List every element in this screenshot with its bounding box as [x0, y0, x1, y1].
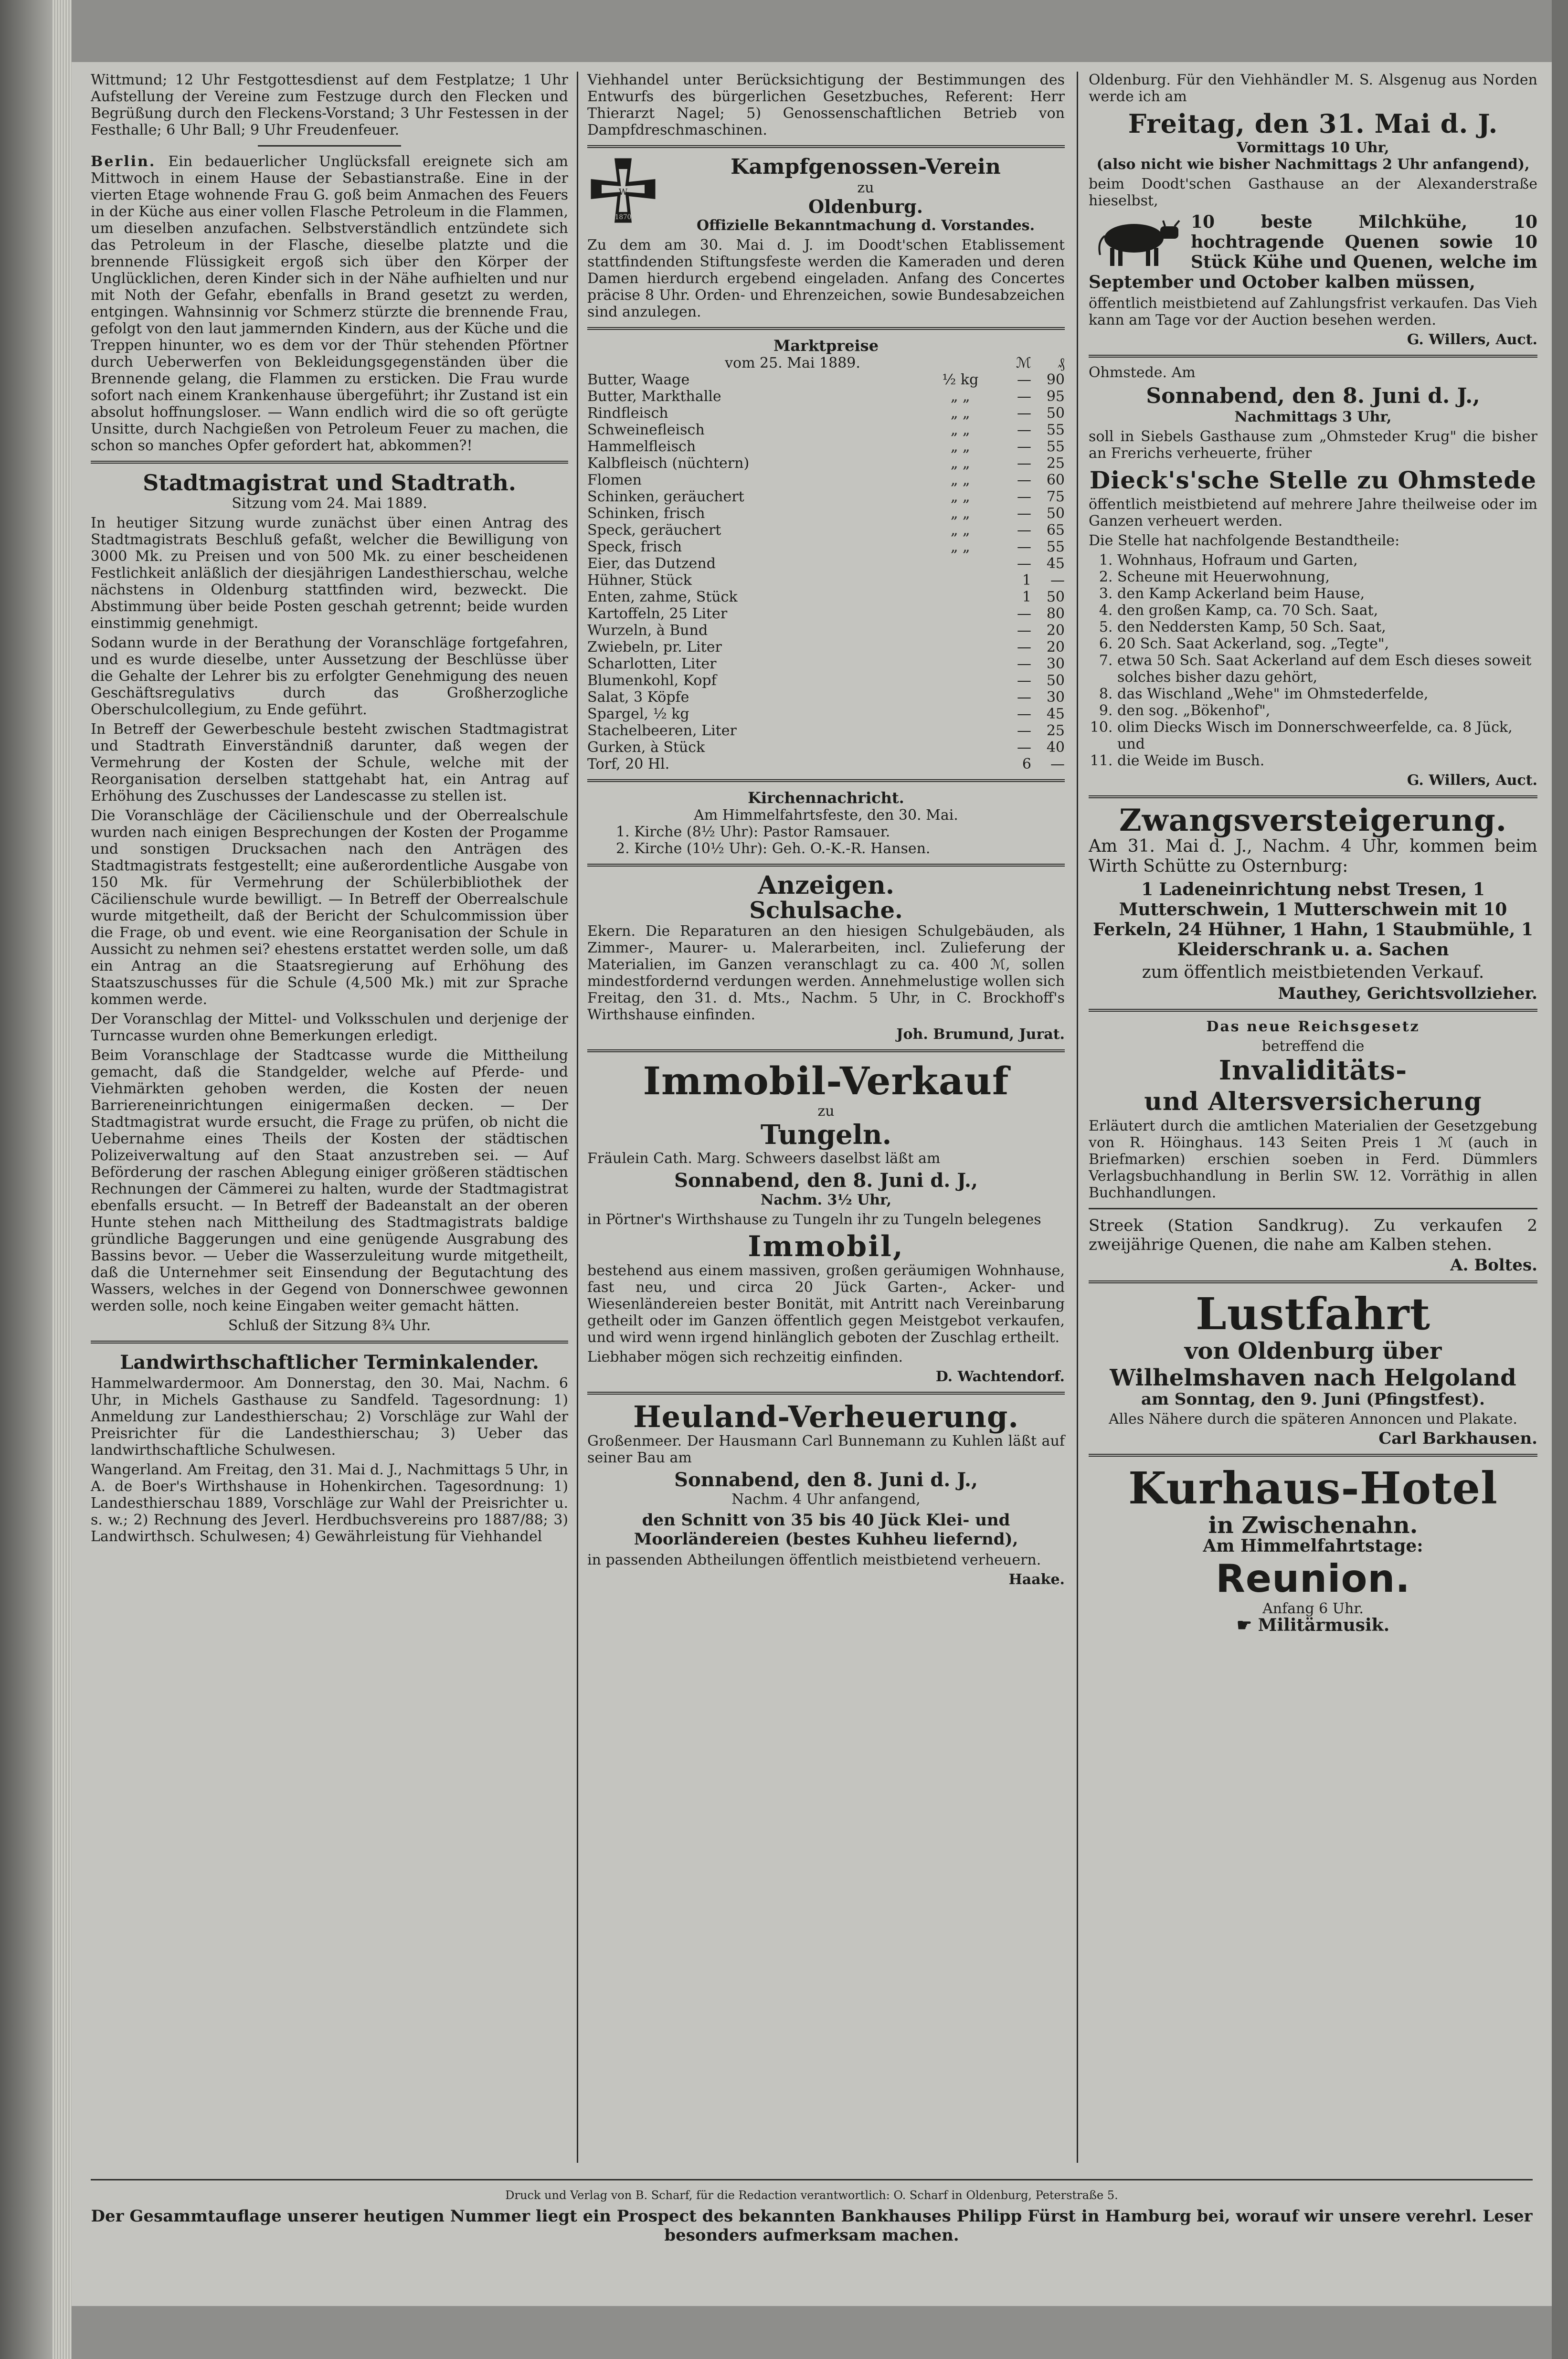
- schulsache-text: Ekern. Die Reparaturen an den hiesigen Schulgebäuden, als Zimmer-, Maurer- u. Malerarbeiten, incl. Zulieferung der Materialien, im Ganzen veranschlagt zu ca. 400 ℳ, sollen mindestfordernd verdungen werden. Annehmelustige wollen sich Freitag, den 31. d. Mts., Nachm. 5 Uhr, in C. Brockhoff's Wirthshause einfinden.: [587, 923, 1065, 1023]
- list-item: 11. die Weide im Busch.: [1117, 752, 1537, 769]
- table-row: [587, 522, 1065, 539]
- table-cell: „ „: [950, 488, 970, 505]
- stadt-paragraph: Die Voranschläge der Cäcilienschule und der Oberrealschule wurden nach einigen Besprechungen der Kosten der Progamme und sonstigen Drucksachen nach den Anträgen des Stadtmagistrats festgestellt; eine außerordentliche Ausgabe von 150 Mk. für Vermehrung der Schülerbibliothek der Cäcilienschule wurde bewilligt. — In Betreff der Oberrealschule wurde mitgetheilt, daß der Bericht der Schulcommission über die Frage, ob und event. wie eine Reorganisation der Schule in Aussicht zu nehmen sei? ehestens erstattet werden solle, um daß ein Antrag an die Staatsregierung auf Erhöhung des Staatszuschusses für die Schule (4,500 Mk.) mit zur Sprache kommen werde.: [91, 807, 568, 1008]
- kurhaus-reunion: Reunion.: [1216, 1556, 1410, 1601]
- list-item: 3. den Kamp Ackerland beim Hause,: [1117, 585, 1537, 602]
- table-cell: [923, 589, 998, 605]
- table-row: [587, 438, 1065, 455]
- table-cell: „ „: [950, 422, 970, 438]
- table-cell: 50: [1046, 405, 1065, 422]
- divider: [91, 1341, 568, 1343]
- list-item: 6. 20 Sch. Saat Ackerland, sog. „Tegte",: [1117, 635, 1537, 652]
- divider: [587, 145, 1065, 148]
- table-cell: [923, 555, 998, 572]
- table-cell: —: [1017, 455, 1031, 472]
- kurhaus-music: ☛ Militärmusik.: [1236, 1615, 1390, 1635]
- table-cell: Zwiebeln, pr. Liter: [587, 639, 722, 656]
- table-cell: 45: [1046, 555, 1065, 572]
- divider: [1089, 1208, 1537, 1209]
- table-cell: —: [1017, 505, 1031, 522]
- immobil-text: Fräulein Cath. Marg. Schweers daselbst läßt am: [587, 1150, 941, 1167]
- cow-icon: [1089, 212, 1184, 269]
- table-cell: —: [1050, 572, 1065, 589]
- table-cell: 30: [1046, 656, 1065, 672]
- table-cell: —: [1017, 689, 1031, 706]
- heuland-text: in passenden Abtheilungen öffentlich meistbietend verheuern.: [587, 1552, 1041, 1568]
- table-cell: 65: [1046, 522, 1065, 539]
- table-cell: Scharlotten, Liter: [587, 656, 717, 672]
- table-cell: [923, 622, 998, 639]
- iron-cross-icon: [587, 155, 659, 226]
- table-row: [587, 555, 1065, 572]
- table-cell: [923, 739, 998, 756]
- auction-text: beim Doodt'schen Gasthause an der Alexanderstraße hieselbst,: [1089, 176, 1537, 209]
- reichsgesetz-label: Das neue Reichsgesetz: [1206, 1018, 1420, 1035]
- table-cell: „ „: [950, 505, 970, 522]
- table-cell: [923, 572, 998, 589]
- table-cell: 55: [1046, 438, 1065, 455]
- table-cell: Kalbfleisch (nüchtern): [587, 455, 750, 472]
- table-cell: —: [1017, 488, 1031, 505]
- table-cell: 1: [1022, 572, 1031, 589]
- table-cell: 45: [1046, 706, 1065, 722]
- schulsache-signature: Joh. Brumund, Jurat.: [896, 1026, 1065, 1043]
- list-item: 8. das Wischland „Wehe" im Ohmstederfelde,: [1117, 686, 1537, 702]
- auction-text: Oldenburg. Für den Viehhändler M. S. Alsgenug aus Norden werde ich am: [1089, 72, 1537, 105]
- table-cell: Salat, 3 Köpfe: [587, 689, 689, 706]
- table-cell: [923, 756, 998, 772]
- table-cell: Spargel, ½ kg: [587, 706, 689, 722]
- divider: [587, 864, 1065, 867]
- table-cell: [923, 656, 998, 672]
- divider: [1089, 355, 1537, 358]
- column-rule: [577, 72, 578, 2163]
- table-row: [587, 505, 1065, 522]
- festival-program-text: Wittmund; 12 Uhr Festgottesdienst auf dem Festplatze; 1 Uhr Aufstellung der Vereine zum Festzuge durch den Flecken und Begrüßung durch den Fleckens-Vorstand; 3 Uhr Festessen in der Festhalle; 6 Uhr Ball; 9 Uhr Freudenfeuer.: [91, 72, 568, 138]
- table-cell: 80: [1046, 605, 1065, 622]
- divider: [258, 145, 401, 147]
- ohmstede-text: soll in Siebels Gasthause zum „Ohmsteder Krug" die bisher an Frerichs verheuerte, früher: [1089, 428, 1537, 462]
- table-cell: —: [1017, 656, 1031, 672]
- schulsache-heading: Schulsache.: [749, 897, 903, 924]
- table-cell: 1: [1022, 589, 1031, 605]
- column-rule: [1077, 72, 1078, 2163]
- table-cell: 20: [1046, 622, 1065, 639]
- table-cell: „ „: [950, 388, 970, 405]
- table-cell: 30: [1046, 689, 1065, 706]
- table-cell: „ „: [950, 438, 970, 455]
- heuland-signature: Haake.: [1008, 1571, 1065, 1588]
- pfennig-header: ₰: [1058, 355, 1065, 371]
- table-cell: Torf, 20 Hl.: [587, 756, 670, 772]
- immobil-big-word: Immobil,: [748, 1230, 904, 1263]
- stadt-paragraph: In Betreff der Gewerbeschule besteht zwischen Stadtmagistrat und Stadtrath Einverständniß darunter, daß wegen der Vermehrung der Kosten der Schule, welche mit der Reorganisation derselben stattgehabt hat, ein Antrag auf Erhöhung des Zuschusses der Landescasse zu stellen ist.: [91, 721, 568, 804]
- berlin-article: [91, 153, 568, 454]
- table-row: [587, 756, 1065, 772]
- divider: [587, 779, 1065, 782]
- table-row: [587, 371, 1065, 388]
- table-cell: „ „: [950, 455, 970, 472]
- newspaper-page: [72, 62, 1552, 2306]
- list-item: 2. Scheune mit Heuerwohnung,: [1117, 569, 1537, 585]
- kirchennachricht-heading: Kirchennachricht.: [748, 789, 904, 807]
- stadt-paragraph: Sodann wurde in der Berathung der Voranschläge fortgefahren, und es wurde dieselbe, unter Aussetzung der Beschlüsse über die Gehalte der Lehrer bis zu erfolgter Genehmigung des neuen Geschäftsregulativs durch das Großherzogliche Oberschulcollegium, zu Ende geführt.: [91, 635, 568, 718]
- stadt-heading: Stadtmagistrat und Stadtrath.: [143, 470, 516, 496]
- scan-border: [1552, 0, 1568, 2359]
- table-cell: —: [1017, 555, 1031, 572]
- zwangsversteigerung-heading: Zwangsversteigerung.: [1119, 803, 1507, 838]
- table-cell: 95: [1046, 388, 1065, 405]
- table-row: [587, 572, 1065, 589]
- table-cell: 25: [1046, 455, 1065, 472]
- streek-signature: A. Boltes.: [1450, 1256, 1537, 1275]
- stadt-closing: Schluß der Sitzung 8¾ Uhr.: [228, 1317, 431, 1334]
- table-row: [587, 739, 1065, 756]
- table-cell: —: [1017, 472, 1031, 488]
- table-cell: 20: [1046, 639, 1065, 656]
- table-cell: Schinken, geräuchert: [587, 488, 744, 505]
- table-cell: Rindfleisch: [587, 405, 668, 422]
- table-cell: Butter, Markthalle: [587, 388, 721, 405]
- kampf-zu: zu: [857, 180, 874, 196]
- heuland-text: Großenmeer. Der Hausmann Carl Bunnemann zu Kuhlen läßt auf seiner Bau am: [587, 1433, 1065, 1466]
- table-cell: Wurzeln, à Bund: [587, 622, 708, 639]
- kurhaus-time: Anfang 6 Uhr.: [1262, 1600, 1364, 1617]
- lustfahrt-route: von Oldenburg über Wilhelmshaven nach Helgoland: [1110, 1338, 1516, 1391]
- kirchennachricht-line: 1. Kirche (8½ Uhr): Pastor Ramsauer.: [616, 824, 890, 840]
- immobil-text: bestehend aus einem massiven, großen geräumigen Wohnhause, fast neu, und circa 20 Jück Garten-, Acker- und Wiesenländereien bester Bonität, mit Antritt nach Vereinbarung getheilt oder im Ganzen öffentlich gegen Meistgebot verkaufen, und wird wenn irgend hinlänglich geboten der Zuschlag ertheilt.: [587, 1262, 1065, 1346]
- table-cell: 40: [1046, 739, 1065, 756]
- immobil-text: in Pörtner's Wirthshause zu Tungeln ihr zu Tungeln belegenes: [587, 1211, 1041, 1228]
- reichsgesetz-sub: betreffend die: [1261, 1038, 1365, 1055]
- table-cell: „ „: [950, 539, 970, 555]
- table-cell: Gurken, à Stück: [587, 739, 705, 756]
- table-cell: [923, 722, 998, 739]
- divider: [587, 327, 1065, 330]
- table-cell: ½ kg: [942, 371, 979, 388]
- column-2: [587, 72, 1065, 1591]
- kirchennachricht-line: 2. Kirche (10½ Uhr): Geh. O.-K.-R. Hansen.: [616, 840, 931, 857]
- table-row: [587, 689, 1065, 706]
- heuland-heading: Heuland-Verheuerung.: [633, 1399, 1019, 1434]
- table-cell: Enten, zahme, Stück: [587, 589, 738, 605]
- table-cell: 25: [1046, 722, 1065, 739]
- kampf-city: Oldenburg.: [808, 196, 923, 217]
- pointing-hand-icon: ☛: [1236, 1615, 1258, 1635]
- table-cell: 75: [1046, 488, 1065, 505]
- table-cell: [923, 706, 998, 722]
- kampf-heading: Kampfgenossen-Verein: [731, 155, 1001, 179]
- immobil-signature: D. Wachtendorf.: [935, 1368, 1065, 1385]
- marktpreise-heading: Marktpreise: [773, 337, 879, 355]
- kampf-subheading: Offizielle Bekanntmachung d. Vorstandes.: [696, 217, 1035, 234]
- immobil-city: Tungeln.: [760, 1119, 892, 1151]
- table-cell: 50: [1046, 672, 1065, 689]
- invaliditaets-heading: Invaliditäts-: [1218, 1055, 1408, 1086]
- ohmstede-text: Die Stelle hat nachfolgende Bestandtheile:: [1089, 532, 1400, 549]
- terminkalender-continuation: Viehhandel unter Berücksichtigung der Bestimmungen des Entwurfs des bürgerlichen Gesetzbuches, Referent: Herr Thierarzt Nagel; 5) Genossenschaftlichen Betrieb von Dampfdreschmaschinen.: [587, 72, 1065, 138]
- table-cell: Speck, geräuchert: [587, 522, 721, 539]
- printer-line: Druck und Verlag von B. Scharf, für die Redaction verantwortlich: O. Scharf in Oldenburg, Peterstraße 5.: [505, 2189, 1118, 2202]
- table-cell: [923, 689, 998, 706]
- table-header-row: [587, 355, 1065, 371]
- table-cell: —: [1050, 756, 1065, 772]
- zwangsversteigerung-items: 1 Ladeneinrichtung nebst Tresen, 1 Mutterschwein, 1 Mutterschwein mit 10 Ferkeln, 24 Hühner, 1 Hahn, 1 Staubmühle, 1 Kleiderschrank u. a. Sachen: [1092, 879, 1534, 960]
- divider: [1089, 1009, 1537, 1012]
- marktpreise-table: [587, 355, 1065, 772]
- immobil-time: Nachm. 3½ Uhr,: [760, 1192, 892, 1208]
- ohmstede-date: Sonnabend, den 8. Juni d. J.,: [1146, 384, 1480, 408]
- lustfahrt-signature: Carl Barkhausen.: [1378, 1429, 1537, 1448]
- divider: [1089, 795, 1537, 798]
- immobil-date: Sonnabend, den 8. Juni d. J.,: [674, 1169, 978, 1192]
- zwangsversteigerung-text: Am 31. Mai d. J., Nachm. 4 Uhr, kommen beim Wirth Schütte zu Osternburg:: [1089, 836, 1537, 876]
- mark-header: ℳ: [1016, 355, 1031, 371]
- table-cell: 60: [1046, 472, 1065, 488]
- kampfgenossen-ad: [587, 155, 1065, 320]
- stadt-paragraph: In heutiger Sitzung wurde zunächst über einen Antrag des Stadtmagistrats Beschluß gefaßt, welcher die Bewilligung von 3000 Mk. zu Preisen und von 500 Mk. zu einer bescheidenen Festlichkeit anläßlich der diesjährigen Landesthierschau, welche nächstens in Oldenburg stattfinden wird, bezweckt. Die Abstimmung über beide Posten geschah getrennt; beide wurden einstimmig genehmigt.: [91, 515, 568, 632]
- table-cell: Speck, frisch: [587, 539, 682, 555]
- terminkalender-entry: Wangerland. Am Freitag, den 31. Mai d. J., Nachmittags 5 Uhr, in A. de Boer's Wirthshause in Hohenkirchen. Tagesordnung: 1) Landesthierschau 1889, Vorschläge zur Wahl der Preisrichter u. s. w.; 2) Rechnung des Jeverl. Herdbuchsvereins pro 1887/88; 3) Landwirthsch. Schulwesen; 4) Gewährleistung für Viehhandel: [91, 1461, 568, 1545]
- table-cell: Blumenkohl, Kopf: [587, 672, 717, 689]
- table-row: [587, 639, 1065, 656]
- table-cell: „ „: [950, 522, 970, 539]
- table-row: [587, 488, 1065, 505]
- terminkalender-heading: Landwirthschaftlicher Terminkalender.: [120, 1351, 539, 1374]
- table-cell: Schweinefleisch: [587, 422, 705, 438]
- table-row: [587, 622, 1065, 639]
- immobil-text: Liebhaber mögen sich rechzeitig einfinden.: [587, 1349, 903, 1365]
- divider: [1089, 1454, 1537, 1457]
- table-cell: —: [1017, 539, 1031, 555]
- auction-text: öffentlich meistbietend auf Zahlungsfrist verkaufen. Das Vieh kann am Tage vor der Auction besehen werden.: [1089, 295, 1537, 328]
- auction-signature: G. Willers, Auct.: [1407, 331, 1537, 348]
- table-cell: —: [1017, 405, 1031, 422]
- table-cell: Hühner, Stück: [587, 572, 692, 589]
- ohmstede-text: öffentlich meistbietend auf mehrere Jahre theilweise oder im Ganzen verheuert werden.: [1089, 496, 1537, 529]
- table-cell: —: [1017, 371, 1031, 388]
- table-row: [587, 472, 1065, 488]
- table-cell: 50: [1046, 589, 1065, 605]
- divider: [587, 1392, 1065, 1395]
- kirchennachricht-date: Am Himmelfahrtsfeste, den 30. Mai.: [694, 807, 958, 824]
- table-cell: Butter, Waage: [587, 371, 690, 388]
- table-cell: —: [1017, 438, 1031, 455]
- table-cell: „ „: [950, 405, 970, 422]
- auction-note: (also nicht wie bisher Nachmittags 2 Uhr anfangend),: [1096, 156, 1530, 173]
- list-item: 9. den sog. „Bökenhof",: [1117, 702, 1537, 719]
- table-row: [587, 589, 1065, 605]
- column-1: [91, 72, 568, 1548]
- divider: [91, 461, 568, 464]
- table-row: [587, 455, 1065, 472]
- anzeigen-heading: Anzeigen.: [758, 871, 894, 900]
- svg-text:W: W: [618, 187, 628, 197]
- table-row: [587, 706, 1065, 722]
- table-cell: [923, 605, 998, 622]
- table-row: [587, 405, 1065, 422]
- table-cell: —: [1017, 722, 1031, 739]
- ohmstede-text: Ohmstede. Am: [1089, 364, 1196, 381]
- list-item: 10. olim Diecks Wisch im Donnerschweerfelde, ca. 8 Jück, und: [1117, 719, 1537, 752]
- divider: [587, 1049, 1065, 1052]
- table-cell: —: [1017, 672, 1031, 689]
- table-cell: „ „: [950, 472, 970, 488]
- ohmstede-time: Nachmittags 3 Uhr,: [1234, 409, 1392, 425]
- table-cell: Hammelfleisch: [587, 438, 696, 455]
- kurhaus-location: in Zwischenahn.: [1208, 1512, 1418, 1539]
- ohmstede-list: [1089, 552, 1537, 769]
- lustfahrt-text: Alles Nähere durch die späteren Annoncen und Plakate.: [1109, 1411, 1517, 1428]
- table-cell: 90: [1046, 371, 1065, 388]
- terminkalender-entry: Hammelwardermoor. Am Donnerstag, den 30. Mai, Nachm. 6 Uhr, in Michels Gasthause zu Sandfeld. Tagesordnung: 1) Anmeldung zur Landesthierschau; 2) Vorschläge zur Wahl der Preisrichter für die Landesthierschau; 3) Ueber das landwirthschaftliche Schulwesen.: [91, 1375, 568, 1459]
- list-item: 1. Wohnhaus, Hofraum und Garten,: [1117, 552, 1537, 569]
- page-edges: [53, 0, 72, 2359]
- svg-text:1870: 1870: [614, 213, 632, 221]
- list-item: 5. den Neddersten Kamp, 50 Sch. Saat,: [1117, 619, 1537, 635]
- lustfahrt-heading: Lustfahrt: [1196, 1288, 1430, 1340]
- table-cell: —: [1017, 622, 1031, 639]
- table-cell: Stachelbeeren, Liter: [587, 722, 737, 739]
- divider: [1089, 1280, 1537, 1283]
- table-cell: Kartoffeln, 25 Liter: [587, 605, 728, 622]
- table-cell: [923, 639, 998, 656]
- table-cell: [923, 672, 998, 689]
- column-3: [1089, 72, 1537, 1637]
- lustfahrt-date: am Sonntag, den 9. Juni (Pfingstfest).: [1141, 1390, 1485, 1409]
- streek-ad: Streek (Station Sandkrug). Zu verkaufen 2 zweijährige Quenen, die nahe am Kalben stehen.: [1089, 1216, 1537, 1254]
- table-cell: 55: [1046, 539, 1065, 555]
- supplement-notice: Der Gesammtauflage unserer heutigen Nummer liegt ein Prospect des bekannten Bankhauses Philipp Fürst in Hamburg bei, worauf wir unsere verehrl. Leser besonders aufmerksam machen.: [91, 2207, 1533, 2245]
- heuland-time: Nachm. 4 Uhr anfangend,: [731, 1491, 921, 1508]
- kampf-text: Zu dem am 30. Mai d. J. im Doodt'schen Etablissement stattfindenden Stiftungsfeste werden die Kameraden und deren Damen hierdurch ergebend eingeladen. Anfang des Concertes präcise 8 Uhr. Orden- und Ehrenzeichen, sowie Bundesabzeichen sind anzulegen.: [587, 237, 1065, 320]
- stadt-date: Sitzung vom 24. Mai 1889.: [232, 495, 427, 512]
- table-cell: —: [1017, 706, 1031, 722]
- stadt-paragraph: Der Voranschlag der Mittel- und Volksschulen und derjenige der Turncasse wurden ohne Bemerkungen erledigt.: [91, 1011, 568, 1044]
- immobil-zu: zu: [817, 1103, 835, 1120]
- table-cell: Flomen: [587, 472, 642, 488]
- list-item: 4. den großen Kamp, ca. 70 Sch. Saat,: [1117, 602, 1537, 619]
- table-cell: 6: [1022, 756, 1031, 772]
- book-spine: [0, 0, 53, 2359]
- kurhaus-day: Am Himmelfahrtstage:: [1203, 1536, 1423, 1556]
- auction-date: Freitag, den 31. Mai d. J.: [1128, 108, 1498, 139]
- heuland-date: Sonnabend, den 8. Juni d. J.,: [674, 1469, 978, 1491]
- divider: [91, 2179, 1533, 2180]
- auction-time: Vormittags 10 Uhr,: [1237, 139, 1389, 156]
- berlin-text: Ein bedauerlicher Unglücksfall ereignete sich am Mittwoch in einem Hause der Sebastianstraße. Eine in der vierten Etage wohnende Frau G. goß beim Anmachen des Feuers in der Küche aus einer vollen Flasche Petroleum in die Flammen, um dieselben anzufachen. Selbstverständlich entzündete sich das Petroleum in der Flasche, dieselbe platzte und die brennende Flüssigkeit ergoß sich über den Körper der Unglücklichen, deren Kinder sich in der Nähe aufhielten und nur mit Noth der Gefahr, ebenfalls in Brand gesetzt zu werden, entgingen. Wahnsinnig vor Schmerz stürzte die brennende Frau, gefolgt von den laut jammernden Kindern, aus der Küche und die Treppen hinunter, wo es dem vor der Thür stehenden Pförtner durch Ueberwerfen von Bekleidungsgegenständen über die Brennende gelang, die Flammen zu ersticken. Die Frau wurde sofort nach einem Krankenhause übergeführt; ihr Zustand ist ein absolut hoffnungsloser. — Wann endlich wird die so oft gerügte Unsitte, durch Nachgießen von Petroleum Feuer zu machen, die schon so manches Opfer gefordert hat, abkommen?!: [91, 153, 569, 454]
- kurhaus-heading: Kurhaus-Hotel: [1128, 1462, 1498, 1514]
- immobil-verkauf-heading: Immobil-Verkauf: [643, 1058, 1009, 1103]
- table-row: [587, 422, 1065, 438]
- table-row: [587, 672, 1065, 689]
- table-row: [587, 722, 1065, 739]
- berlin-heading: Berlin.: [91, 153, 156, 170]
- table-row: [587, 388, 1065, 405]
- table-row: [587, 656, 1065, 672]
- zwangsversteigerung-signature: Mauthey, Gerichtsvollzieher.: [1278, 984, 1537, 1003]
- zwangsversteigerung-text: zum öffentlich meistbietenden Verkauf.: [1142, 963, 1484, 982]
- invaliditaets-text: Erläutert durch die amtlichen Materialien der Gesetzgebung von R. Höinghaus. 143 Seiten Preis 1 ℳ (auch in Briefmarken) erschien soeben in Ferd. Dümmlers Verlagsbuchhandlung in Berlin SW. 12. Vorräthig in allen Buchhandlungen.: [1089, 1118, 1537, 1201]
- table-cell: Schinken, frisch: [587, 505, 705, 522]
- stadt-paragraph: Beim Voranschlage der Stadtcasse wurde die Mittheilung gemacht, daß die Standgelder, welche auf Pferde- und Viehmärkten gehoben werden, die Kosten der neuen Barriereneinrichtungen einigermaßen decken. — Der Stadtmagistrat wurde ersucht, die Frage zu prüfen, ob nicht die Uebernahme eines Theils der Kosten der städtischen Polizeiverwaltung auf den Staat anzustreben sei. — Auf Beförderung der raschen Ablegung einiger größeren städtischen Rechnungen der Cämmerei zu halten, wurde der Stadtmagistrat ebenfalls ersucht. — In Betreff der Badeanstalt an der oberen Hunte stehen nach Mittheilung des Stadtmagistrats baldige gründliche Baggerungen und eine genügende Ausgrabung des Bassins bevor. — Ueber die Wasserzuleitung wurde mitgetheilt, daß die Unternehmer seit Einsendung der Begutachtung des Wassers, welches in der Gegend von Donnerschwee gewonnen werden solle, noch keine Eingaben weiter gemacht hätten.: [91, 1047, 568, 1314]
- table-cell: 55: [1046, 422, 1065, 438]
- table-cell: —: [1017, 388, 1031, 405]
- table-cell: —: [1017, 422, 1031, 438]
- marktpreise-date: vom 25. Mai 1889.: [725, 355, 860, 371]
- ohmstede-heading: Dieck's'sche Stelle zu Ohmstede: [1089, 466, 1537, 494]
- auction-cattle: 10 beste Milchkühe, 10 hochtragende Quenen sowie 10 Stück Kühe und Quenen, welche im September und October kalben müssen,: [1089, 212, 1537, 292]
- table-row: [587, 539, 1065, 555]
- heuland-bold: den Schnitt von 35 bis 40 Jück Klei- und Moorländereien (bestes Kuhheu liefernd),: [634, 1511, 1018, 1549]
- table-cell: Eier, das Dutzend: [587, 555, 716, 572]
- list-item: 7. etwa 50 Sch. Saat Ackerland auf dem Esch dieses soweit solches bisher dazu gehört,: [1117, 652, 1537, 686]
- table-row: [587, 605, 1065, 622]
- ohmstede-signature: G. Willers, Auct.: [1407, 772, 1537, 789]
- table-cell: —: [1017, 605, 1031, 622]
- footer: [91, 2172, 1533, 2248]
- altersversicherung-heading: und Altersversicherung: [1144, 1087, 1482, 1116]
- table-cell: —: [1017, 522, 1031, 539]
- table-cell: —: [1017, 639, 1031, 656]
- table-cell: 50: [1046, 505, 1065, 522]
- table-cell: —: [1017, 739, 1031, 756]
